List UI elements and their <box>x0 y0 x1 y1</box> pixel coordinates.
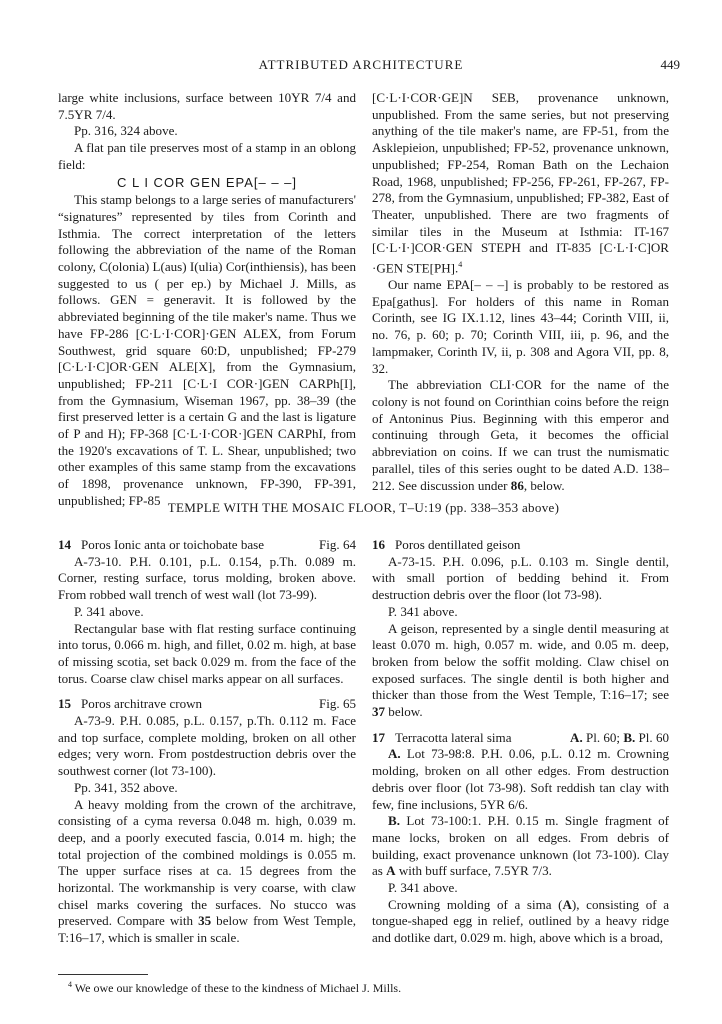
catalogue-ref: 86 <box>510 477 524 493</box>
plate-refs <box>570 730 669 747</box>
paragraph: Our name EPA[– – –] is probably to be restored as Epa[gathus]. For holders of this name in Roman Corinth, see IG IX.1.12, lines 43–44; Corinth VIII, ii, no. 76, p. 60; p. 70; Corinth VIII, iii, p. 96, and the lampmaker, Corinth IV, ii, p. 308 and Agora VII, pp. 8, 32. <box>372 277 669 376</box>
entry-heading <box>372 730 669 747</box>
entry-number: 15 <box>58 696 72 712</box>
entry-description-b <box>372 813 669 880</box>
running-title: ATTRIBUTED ARCHITECTURE <box>258 57 464 72</box>
top-left-column <box>58 90 356 510</box>
entry-body <box>372 897 669 947</box>
entry-body-text: A geison, represented by a single dentil measuring at least 0.070 m. high, 0.057 m. wide, and 0.05 m. deep, broken from below the soffit molding. Claw chisel on exposed surfaces. The single dentil is both higher and thicker than those from the West Temple, T:16–17; see <box>372 620 669 703</box>
paragraph: This stamp belongs to a large series of manufacturers' “signatures” represented by tiles from Corinth and Isthmia. The correct interpretation of the letters following the abbreviation of the name of the Roman colony, C(olonia) L(aus) I(ulia) Cor(inthiensis), has been suggested to us ( per ep.) by Michael J. Mills, as follows. GEN = generavit. It is followed by the abbreviated beginning of the tile maker's name. Thus we have FP-286 [C·L·I·COR]·GEN ALEX, from Forum Southwest, grid square 60:D, unpublished; FP-279 [C·L·I·C]OR·GEN ALE[X], from the Gymnasium, unpublished; FP-211 [C·L·I COR·]GEN CARPh[I], from the Gymnasium, Wiseman 1967, pp. 38–39 (the first preserved letter is a certain G and the last is ligature of P and H); FP-368 [C·L·I·COR·]GEN CARPhI, from the 1920's excavations of T. L. Shear, unpublished; two other examples of this same stamp from the excavations of 1898, provenance unknown, FP-390, FP-391, unpublished; FP-85 <box>58 192 356 508</box>
fragment-ref: A <box>562 896 572 912</box>
entry-body-text: ), consisting of a tongue-shaped egg in relief, outlined by a heavy ridge and dotlike dart, 0.029 m. high, above which is a broad, <box>372 896 669 946</box>
plate-ref-b-label: B. <box>623 729 636 745</box>
entry-number: 14 <box>58 537 72 552</box>
entry-body-text: A heavy molding from the crown of the architrave, consisting of a cyma reversa 0.048 m. high, 0.039 m. deep, and a poorly executed fascia, 0.014 m. high; the total projection of the combined moldings is 0.055 m. The upper surface rises at ca. 15 degrees from the horizontal. The workmanship is very coarse, with claw chisel marks covering the surfaces. No stucco was preserved. Compare with <box>58 796 356 929</box>
entry-body: Rectangular base with flat resting surface continuing into torus, 0.066 m. high, and fillet, 0.02 m. high, at base of missing scotia, set back 0.029 m. from the face of the torus. Coarse claw chisel marks appear on all surfaces. <box>58 620 356 686</box>
entry-page-ref: P. 341 above. <box>74 603 144 619</box>
entry-description: A-73-9. P.H. 0.085, p.L. 0.157, p.Th. 0.112 m. Face and top surface, complete molding, broken on all other edges; very worn. From postdestruction debris over the southwest corner (lot 73-100). <box>58 713 356 779</box>
paragraph-text: The abbreviation CLI·COR for the name of the colony is not found on Corinthian coins before the reign of Antoninus Pius. Beginning with this emperor and continuing through Geta, it becomes the official abbreviation on coins. If we can trust the numismatic parallel, tiles of this series ought to be dated A.D. 138–212. See discussion under <box>372 377 669 493</box>
catalogue-ref: 35 <box>198 913 212 929</box>
entry-number: 17 <box>372 729 386 745</box>
bottom-right-column <box>372 537 669 947</box>
running-head <box>0 57 722 79</box>
entry-page-ref: P. 341 above. <box>388 603 458 619</box>
entry-body <box>372 621 669 721</box>
catalogue-entry <box>58 696 356 947</box>
entry-text: with buff surface, 7.5YR 7/3. <box>395 863 552 879</box>
catalogue-entry <box>372 537 669 721</box>
paragraph: A flat pan tile preserves most of a stamp in an oblong field: <box>58 140 356 172</box>
entry-description-a <box>372 746 669 813</box>
footnote-number: 4 <box>68 980 72 989</box>
entry-title: Poros dentillated geison <box>395 537 521 552</box>
plate-ref-a: Pl. 60; <box>582 729 624 745</box>
paragraph: large white inclusions, surface between 10YR 7/4 and 7.5YR 7/4. <box>58 90 356 122</box>
paragraph: Pp. 316, 324 above. <box>74 123 178 139</box>
paragraph-text: , below. <box>523 477 565 493</box>
paragraph-text: [C·L·I·COR·GE]N SEB, provenance unknown, unpublished. From the same series, but not preserving anything of the tile maker's name, are FP-51, from the Asklepieion, unpublished; FP-52, provenance unknown, unpublished; FP-254, Roman Bath on the Lechaion Road, 1968, unpublished; FP-256, FP-261, FP-267, FP-278, from the Gymnasium, unpublished; FP-382, East of Theater, unpublished. There are two fragments of similar tiles in the Museum at Isthmia: IT-167 [C·L·I·]COR·GEN STEPH and IT-835 [C·L·I·C]OR ·GEN STE[PH]. <box>372 90 669 276</box>
plate-ref-b: Pl. 60 <box>635 729 669 745</box>
entry-title: Poros Ionic anta or toichobate base <box>81 537 265 552</box>
entry-title: Poros architrave crown <box>81 696 203 712</box>
entry-description: A-73-15. P.H. 0.096, p.L. 0.103 m. Single dentil, with small portion of bedding behind it. From destruction debris over the floor (lot 73-98). <box>372 553 669 603</box>
entry-body-text: Crowning molding of a sima ( <box>388 896 563 912</box>
catalogue-ref: 37 <box>372 704 386 720</box>
entry-number: 16 <box>372 537 386 552</box>
entry-body-text: below from West Temple, T:16–17, which is smaller in scale. <box>58 913 356 946</box>
figure-ref: Fig. 65 <box>319 696 356 712</box>
fragment-label: A. <box>388 746 401 762</box>
figure-ref: Fig. 64 <box>319 537 356 552</box>
entry-body-text: below. <box>385 704 423 720</box>
stamp-inscription: C L I COR GEN EPA[– – –] <box>116 174 298 190</box>
entry-page-ref: Pp. 341, 352 above. <box>74 779 178 795</box>
entry-description: A-73-10. P.H. 0.101, p.L. 0.154, p.Th. 0.089 m. Corner, resting surface, torus molding, broken above. From robbed wall trench of west wall (lot 73-99). <box>58 553 356 603</box>
section-heading: TEMPLE WITH THE MOSAIC FLOOR, T–U:19 (pp. 338–353 above) <box>167 500 560 515</box>
fragment-ref: A <box>386 863 396 879</box>
page-number: 449 <box>660 57 680 72</box>
footnote <box>58 980 669 996</box>
paragraph <box>372 377 669 494</box>
footnote-text: We owe our knowledge of these to the kindness of Michael J. Mills. <box>72 981 402 995</box>
entry-text: Lot 73-98:8. P.H. 0.06, p.L. 0.12 m. Crowning molding, broken on all other edges. From destruction debris over floor (lot 73-98). Soft reddish tan clay with few, fine inclusions, 5YR 6/6. <box>372 746 669 812</box>
entry-body <box>58 797 356 947</box>
paragraph <box>372 90 669 277</box>
entry-title: Terracotta lateral sima <box>395 729 512 745</box>
fragment-label: B. <box>388 813 400 829</box>
plate-ref-a-label: A. <box>570 729 583 745</box>
bottom-left-column <box>58 537 356 947</box>
top-right-column <box>372 90 669 494</box>
footnote-rule <box>58 974 148 975</box>
footnote-marker[interactable]: 4 <box>458 260 463 270</box>
entry-page-ref: P. 341 above. <box>388 880 458 896</box>
entry-text: Lot 73-100:1. P.H. 0.15 m. Single fragment of mane locks, broken on all edges. From debris of building, exact provenance unknown (lot 73-100). Clay as <box>372 813 669 879</box>
entry-heading <box>372 537 669 554</box>
catalogue-entry <box>372 730 669 947</box>
entry-heading <box>58 537 356 554</box>
entry-heading <box>58 696 356 713</box>
catalogue-entry <box>58 537 356 687</box>
